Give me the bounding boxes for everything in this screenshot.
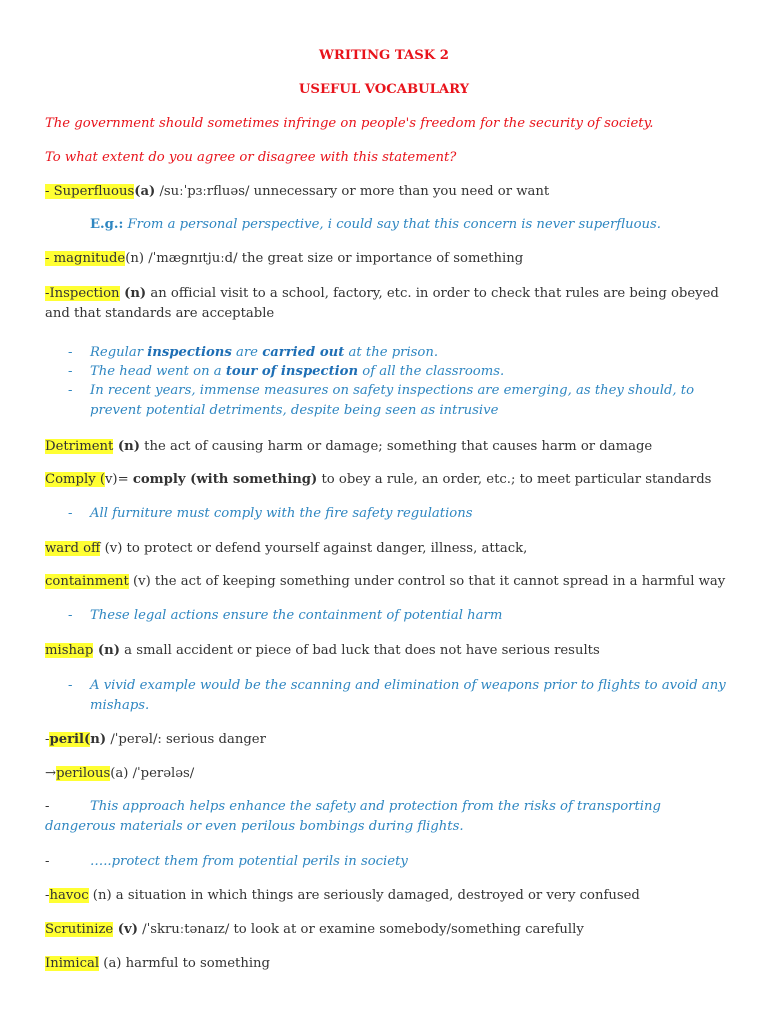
entry-ward-off <box>45 539 730 559</box>
example-label: E.g.: <box>90 217 124 232</box>
term-perilous: perilous <box>56 766 111 781</box>
prefix: - <box>45 732 50 747</box>
example-superfluous <box>90 215 730 235</box>
entry-detriment <box>45 437 730 457</box>
document-title: WRITING TASK 2 <box>319 48 449 63</box>
bullet-dash: - <box>68 383 73 398</box>
term-scrutinize: Scrutinize <box>45 922 114 937</box>
example-highlight: tour of inspection <box>225 364 359 379</box>
example-inspection-1 <box>90 343 730 363</box>
term-superfluous: - Superfluous <box>45 184 135 199</box>
pos: (a) <box>134 184 156 199</box>
example-inspection-3 <box>90 381 730 421</box>
pos: (n) <box>93 643 120 658</box>
document-subtitle: USEFUL VOCABULARY <box>298 82 470 97</box>
pos: (n) <box>113 439 140 454</box>
term-inspection: -Inspection <box>45 286 120 301</box>
example-comply: All furniture must comply with the fire safety regulations <box>90 506 473 521</box>
bullet-dash: - <box>68 506 73 521</box>
bullet-dash: - <box>68 678 73 693</box>
definition: a small accident or piece of bad luck that does not have serious results <box>119 643 600 658</box>
pos: n) <box>90 732 107 747</box>
example-peril-1: This approach helps enhance the safety and protection from the risks of transporting dangerous materials or even perilous bombings during flights. <box>45 799 661 834</box>
bullet-dash: - <box>45 854 50 869</box>
example-highlight: carried out <box>262 345 345 360</box>
term-ward-off: ward off <box>45 541 101 556</box>
example-mishap: A vivid example would be the scanning and elimination of weapons prior to flights to avoid any mishaps. <box>90 678 726 713</box>
entry-comply <box>45 470 730 490</box>
example-inspection-2 <box>90 362 730 382</box>
definition: the act of causing harm or damage; something that causes harm or damage <box>139 439 653 454</box>
bullet-dash: - <box>45 799 50 814</box>
term-inimical: Inimical <box>45 956 100 971</box>
definition: /ˈskruːtənaɪz/ to look at or examine somebody/something carefully <box>137 922 584 937</box>
definition: (n) a situation in which things are seriously damaged, destroyed or very confused <box>88 888 640 903</box>
term-magnitude: - magnitude <box>45 251 126 266</box>
entry-peril <box>45 730 730 750</box>
term-containment: containment <box>45 574 129 589</box>
example-text: at the prison. <box>344 345 439 360</box>
definition: /suːˈpɜːrfluəs/ unnecessary or more than you need or want <box>155 184 550 199</box>
definition: (a) harmful to something <box>99 956 270 971</box>
entry-superfluous <box>45 182 730 202</box>
definition: to obey a rule, an order, etc.; to meet particular standards <box>317 472 712 487</box>
definition: /ˈperəl/: serious danger <box>106 732 266 747</box>
example-text: Regular <box>90 345 148 360</box>
bullet-dash: - <box>68 345 73 360</box>
entry-magnitude <box>45 249 730 269</box>
example-text: In recent years, immense measures on safety inspections are emerging, as they should, to prevent potential detriments, despite being seen as intrusive <box>90 383 695 418</box>
example-peril-2: …..protect them from potential perils in society <box>90 854 408 869</box>
term-havoc: havoc <box>49 888 89 903</box>
entry-containment <box>45 572 730 592</box>
example-text: of all the classrooms. <box>358 364 505 379</box>
definition: (v) to protect or defend yourself against danger, illness, attack, <box>100 541 528 556</box>
definition: (n) /ˈmæɡnɪtjuːd/ the great size or importance of something <box>125 251 524 266</box>
term-detriment: Detriment <box>45 439 114 454</box>
task-question: To what extent do you agree or disagree with this statement? <box>45 150 457 165</box>
entry-perilous <box>45 764 730 784</box>
entry-inspection <box>45 284 730 324</box>
example-highlight: inspections <box>147 345 232 360</box>
bullet-dash: - <box>68 364 73 379</box>
phrase: comply (with something) <box>132 472 318 487</box>
pos: v)= <box>104 472 133 487</box>
example-text: From a personal perspective, i could say that this concern is never superfluous. <box>123 217 661 232</box>
definition: (v) the act of keeping something under control so that it cannot spread in a harmful way <box>128 574 726 589</box>
term-mishap: mishap <box>45 643 94 658</box>
entry-inimical <box>45 954 730 974</box>
pos: (n) <box>119 286 147 301</box>
definition: (a) /ˈperələs/ <box>110 766 195 781</box>
example-text: The head went on a <box>90 364 226 379</box>
example-text: are <box>231 345 263 360</box>
arrow-icon: → <box>45 766 57 781</box>
entry-mishap <box>45 641 730 661</box>
term-comply: Comply ( <box>45 472 105 487</box>
entry-scrutinize <box>45 920 730 940</box>
definition: an official visit to a school, factory, etc. in order to check that rules are being obeyed and that standards are acceptable <box>45 286 719 321</box>
pos: (v) <box>113 922 138 937</box>
task-prompt: The government should sometimes infringe on people's freedom for the security of society. <box>45 116 654 131</box>
term-peril: peril( <box>49 732 91 747</box>
entry-havoc <box>45 886 730 906</box>
prefix: - <box>45 888 50 903</box>
example-containment: These legal actions ensure the containment of potential harm <box>90 608 503 623</box>
bullet-dash: - <box>68 608 73 623</box>
